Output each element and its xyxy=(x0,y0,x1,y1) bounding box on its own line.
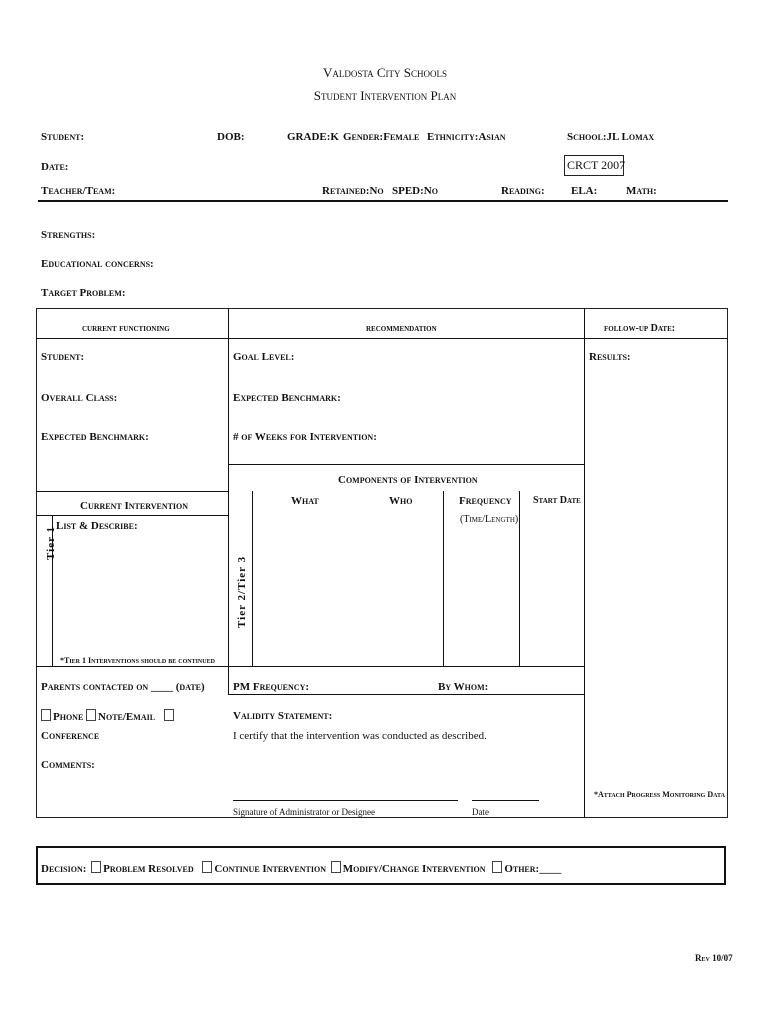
components-label: Components of Intervention xyxy=(338,474,478,486)
tier1-note: *Tier 1 Interventions should be continued xyxy=(60,656,215,665)
pm-frequency-label: PM Frequency: xyxy=(233,681,310,693)
date-line xyxy=(472,800,539,801)
crct-box xyxy=(564,155,624,176)
certify-statement: I certify that the intervention was conducted as described. xyxy=(233,730,487,742)
by-whom-label: By Whom: xyxy=(438,681,489,693)
time-length-label: (Time/Length) xyxy=(460,514,519,525)
form-title: Valdosta City Schools xyxy=(322,65,448,80)
student-label: Student: xyxy=(41,131,85,143)
intervention-bottom-rule xyxy=(36,666,584,667)
sped-label: SPED:No xyxy=(392,185,438,197)
decision-row xyxy=(41,861,561,876)
col-followup-header: follow-up Date: xyxy=(604,323,676,334)
col-recommendation-header: recommendation xyxy=(366,323,437,334)
start-date-header: Start Date xyxy=(533,495,581,506)
goal-level-label: Goal Level: xyxy=(233,351,295,363)
conference-label: Conference xyxy=(41,730,100,742)
dob-label: DOB: xyxy=(217,131,245,143)
overall-class-label: Overall Class: xyxy=(41,392,118,404)
other-checkbox[interactable] xyxy=(492,861,502,873)
what-header: What xyxy=(291,495,319,507)
ethnicity-label: Ethnicity:Asian xyxy=(427,131,506,143)
comments-label: Comments: xyxy=(41,759,95,771)
teacher-label: Teacher/Team: xyxy=(41,185,116,197)
attach-note: *Attach Progress Monitoring Data xyxy=(594,790,725,799)
col-current-header: current functioning xyxy=(82,323,170,334)
pm-row-rule xyxy=(228,694,584,695)
continue-label: Continue Intervention xyxy=(214,863,326,875)
frequency-header: Frequency xyxy=(459,495,512,507)
continue-checkbox[interactable] xyxy=(202,861,212,873)
date-caption: Date xyxy=(472,807,489,817)
retained-label: Retained:No xyxy=(322,185,384,197)
phone-label: Phone xyxy=(53,711,84,723)
school-label: School:JL Lomax xyxy=(567,131,655,143)
expected-benchmark-left-label: Expected Benchmark: xyxy=(41,431,149,443)
tier23-label: Tier 2/Tier 3 xyxy=(236,555,248,628)
signature-label: Signature of Administrator or Designee xyxy=(233,807,375,817)
form-subtitle: Student Intervention Plan xyxy=(313,88,457,103)
signature-line xyxy=(233,800,458,801)
tier1-label: Tier 1 xyxy=(45,525,57,560)
note-email-checkbox[interactable] xyxy=(86,709,96,721)
components-top-rule xyxy=(228,464,584,465)
strengths-label: Strengths: xyxy=(41,229,96,241)
list-describe-label: List & Describe: xyxy=(56,520,138,532)
pm-left-rule xyxy=(228,666,229,694)
results-label: Results: xyxy=(589,351,631,363)
crct-label: CRCT 2007 xyxy=(567,158,626,172)
tier23-left-rule xyxy=(228,491,229,666)
resolved-label: Problem Resolved xyxy=(103,863,194,875)
gender-label: Gender:Female xyxy=(343,131,420,143)
grade-label: GRADE:K xyxy=(287,131,339,143)
contact-options xyxy=(41,709,176,724)
decision-label: Decision: xyxy=(41,863,87,875)
header-rule xyxy=(38,200,728,202)
validity-label: Validity Statement: xyxy=(233,710,333,722)
tier23-right-rule xyxy=(252,491,253,666)
table-header-rule xyxy=(36,338,728,339)
weeks-label: # of Weeks for Intervention: xyxy=(233,431,377,443)
resolved-checkbox[interactable] xyxy=(91,861,101,873)
concerns-label: Educational concerns: xyxy=(41,258,154,270)
note-email-label: Note/Email xyxy=(98,711,156,723)
expected-benchmark-right-label: Expected Benchmark: xyxy=(233,392,341,404)
who-header: Who xyxy=(389,495,413,507)
math-label: Math: xyxy=(626,185,657,197)
phone-checkbox[interactable] xyxy=(41,709,51,721)
col-frequency-rule xyxy=(443,491,444,666)
target-problem-label: Target Problem: xyxy=(41,287,126,299)
parents-contacted-label: Parents contacted on ____ (date) xyxy=(41,681,205,693)
current-student-label: Student: xyxy=(41,351,85,363)
modify-checkbox[interactable] xyxy=(331,861,341,873)
conference-checkbox[interactable] xyxy=(164,709,174,721)
date-label: Date: xyxy=(41,161,69,173)
ela-label: ELA: xyxy=(571,185,598,197)
components-left-rule xyxy=(228,464,229,491)
modify-label: Modify/Change Intervention xyxy=(342,863,486,875)
col-start-rule xyxy=(519,491,520,666)
current-intervention-label: Current Intervention xyxy=(80,500,189,512)
reading-label: Reading: xyxy=(501,185,545,197)
revision-label: Rev 10/07 xyxy=(695,953,733,963)
current-intervention-top-rule xyxy=(36,491,228,492)
decision-box xyxy=(36,846,726,885)
current-intervention-rule xyxy=(36,515,228,516)
other-label: Other:____ xyxy=(504,863,562,875)
col-divider-2 xyxy=(584,308,585,818)
